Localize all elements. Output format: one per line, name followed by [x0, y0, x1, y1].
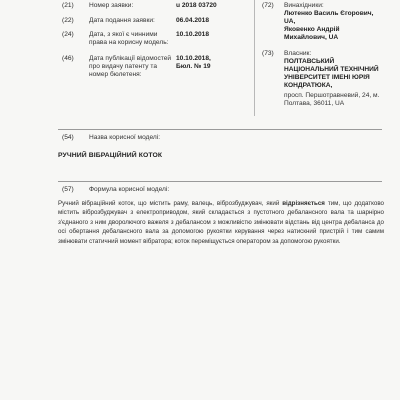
field-46-value-1: 10.10.2018, — [176, 55, 211, 62]
formula-text-start: Ручний вібраційний коток, що містить раму, валець, віброзбуджувач, який — [58, 200, 283, 207]
field-22-label: Дата подання заявки: — [89, 17, 155, 24]
field-57-code: (57) — [62, 186, 74, 193]
formula-text-end: тим, що додатково містить віброзбуджувач з електроприводом, який складається з пустотного дебалансного вала та шарнірно з'єднаного з ним дворолючого важеля з дебалансом з можливістю змінювати відстань від центра дебаланса до осі обертання дебалансного вала за допомогою рукоятки керування через натискний пристрій і тим самим змінювати статичний момент вібратора; коток переміщується оператором за допомогою рукоятки. — [58, 200, 384, 245]
formula-text-keyword: відрізняється — [282, 200, 325, 207]
owner-address-1: просп. Першотравневий, 24, м. — [284, 92, 380, 99]
field-22-code: (22) — [62, 17, 74, 24]
owner-line-1: ПОЛТАВСЬКИЙ — [284, 58, 335, 65]
owner-line-2: НАЦІОНАЛЬНИЙ ТЕХНІЧНИЙ — [284, 66, 379, 73]
field-46-value-2: Бюл. № 19 — [176, 63, 211, 70]
field-46-label-3: номер бюлетеня: — [89, 71, 142, 78]
field-57-label: Формула корисної моделі: — [89, 186, 170, 193]
owner-line-3: УНІВЕРСИТЕТ ІМЕНІ ЮРІЯ — [284, 74, 370, 81]
field-24-value: 10.10.2018 — [176, 31, 210, 38]
field-46-label-2: про видачу патенту та — [89, 63, 158, 70]
field-73-code: (73) — [262, 50, 274, 57]
column-divider — [254, 0, 255, 116]
field-24-label-1: Дата, з якої є чинними — [89, 31, 158, 38]
field-24-label-2: права на корисну модель: — [89, 39, 169, 46]
field-24-code: (24) — [62, 31, 74, 38]
field-72-code: (72) — [262, 2, 274, 9]
field-54-label: Назва корисної моделі: — [89, 134, 161, 141]
owner-label: Власник: — [284, 50, 312, 57]
field-22-value: 06.04.2018 — [176, 17, 210, 24]
field-46-label-1: Дата публікації відомостей — [89, 55, 172, 62]
owner-line-4: КОНДРАТЮКА, — [284, 82, 333, 89]
utility-model-title: РУЧНИЙ ВІБРАЦІЙНИЙ КОТОК — [58, 152, 163, 159]
inventor-1-line-1: Лютенко Василь Єгорович, — [284, 10, 374, 17]
field-21-value: u 2018 03720 — [176, 2, 217, 9]
field-21-code: (21) — [62, 2, 74, 9]
field-54-code: (54) — [62, 134, 74, 141]
formula-text — [58, 199, 384, 246]
inventor-2-line-2: Михайлович, UA — [284, 34, 339, 41]
field-21-label: Номер заявки: — [89, 2, 134, 9]
divider-54 — [58, 129, 382, 130]
inventors-label: Винахідники: — [284, 2, 324, 9]
field-46-code: (46) — [62, 55, 74, 62]
inventor-1-line-2: UA, — [284, 18, 296, 25]
inventor-2-line-1: Яковенко Андрій — [284, 26, 340, 33]
divider-57 — [58, 181, 382, 182]
owner-address-2: Полтава, 36011, UA — [284, 100, 345, 107]
